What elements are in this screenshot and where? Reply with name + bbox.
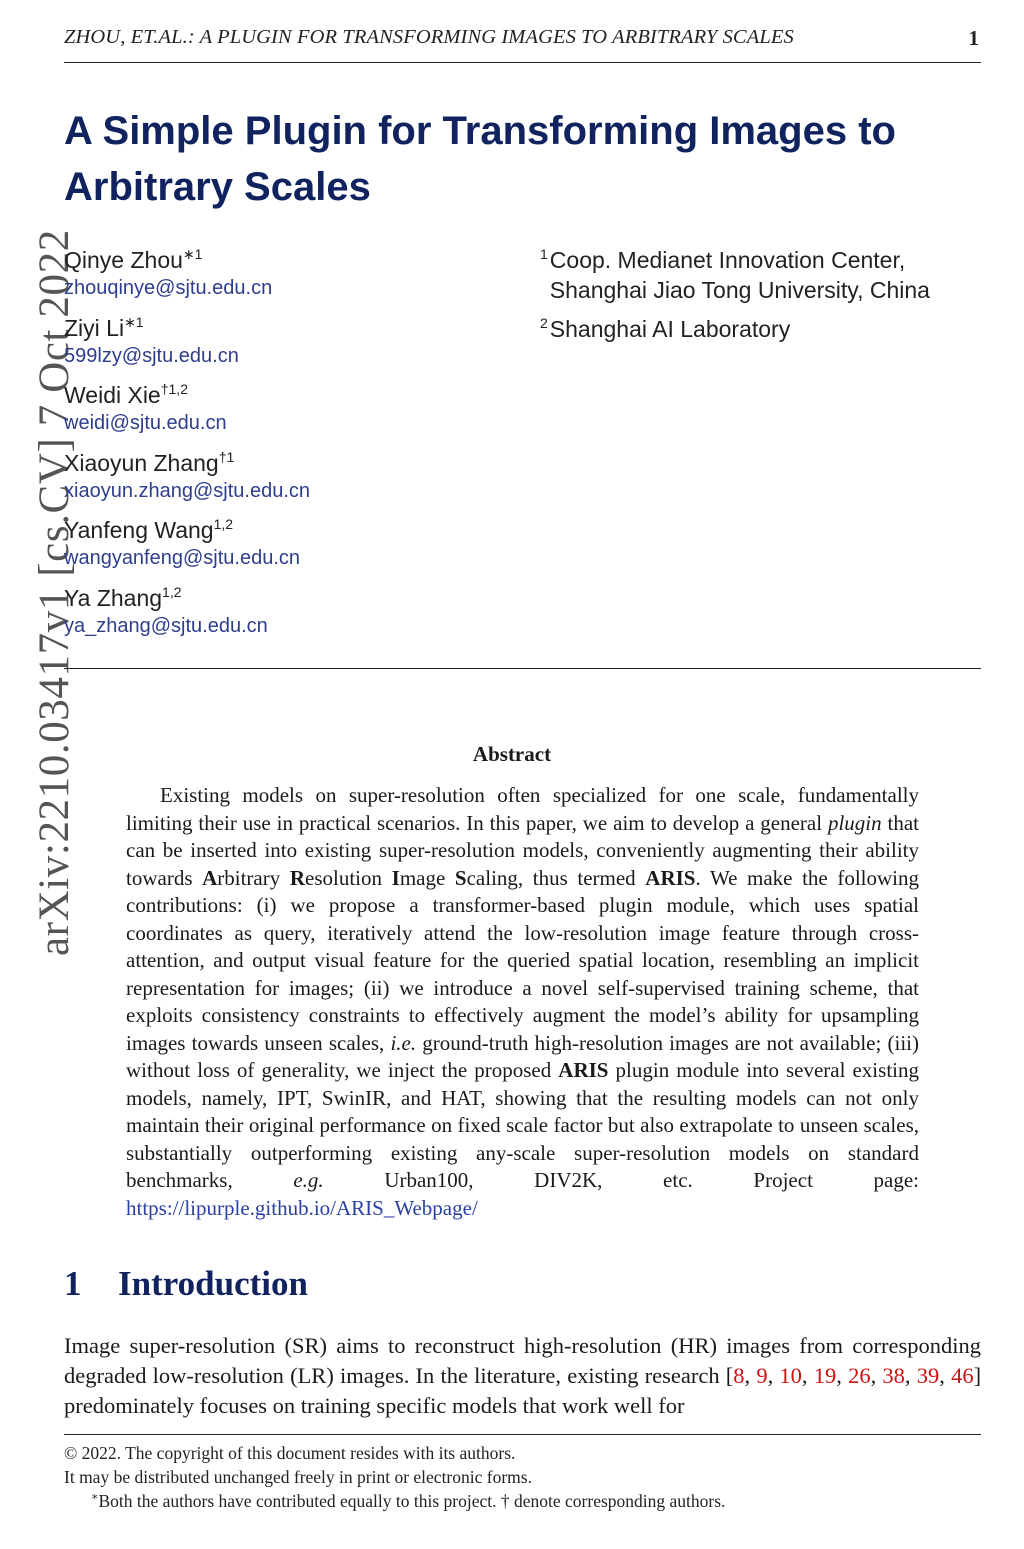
emphasis-plugin: plugin [827,810,882,835]
citation-link[interactable]: 26 [848,1363,871,1388]
page-number: 1 [968,26,979,50]
running-head-title: ZHOU, ET.AL.: A PLUGIN FOR TRANSFORMING IMAGES TO ARBITRARY SCALES [64,26,794,48]
section-number: 1 [64,1264,82,1303]
author-email[interactable]: wangyanfeng@sjtu.edu.cn [64,547,301,570]
citation-link[interactable]: 46 [951,1363,974,1388]
paper-title: A Simple Plugin for Transforming Images to Arbitrary Scales [64,109,896,209]
affiliation-mark: 2 [540,315,548,331]
author-entry [64,380,227,436]
affiliation-mark: 1 [540,246,548,262]
citation-link[interactable]: 9 [756,1363,768,1388]
affiliation-line: Coop. Medianet Innovation Center, [549,247,906,273]
author-entry [64,583,268,639]
author-name: Yanfeng Wang$^{1,2}$ [64,516,234,544]
abstract-text: Existing models on super-resolution often specialized for one scale, fundamentally limiting their use in practical scenarios. In this paper, we aim to develop a general plugin that can be inserted into existing super-resolution models, conveniently augmenting their ability towards Arbitrary Resolution Image Scaling, thus termed ARIS. We make the following contributions: (i) we propose a transformer-based plugin module, which uses spatial coordinates as query, iteratively attend the low-resolution image feature through cross-attention, and output visual feature for the queried spatial location, resembling an implicit representation for images; (ii) we introduce a novel self-supervised training scheme, that exploits consistency constraints to effectively augment the model’s ability for upsampling images towards unseen scales, i.e. ground-truth high-resolution images are not available; (iii) without loss of generality, we inject the proposed ARIS plugin module into several existing models, namely, IPT, SwinIR, and HAT, showing that the resulting models can not only maintain their original performance on fixed scale factor but also extrapolate to unseen scales, substantially outperforming existing any-scale super-resolution models on standard benchmarks, e.g. Urban100, DIV2K, etc. Project page: https://lipurple.github.io/ARIS_Webpage/ [126,783,920,1220]
section-title: Introduction [118,1264,308,1303]
citation-link[interactable]: 19 [813,1363,837,1388]
author-affiliation-marks: ∗1 [182,246,203,262]
affiliation-line: Shanghai AI Laboratory [549,316,791,342]
citation-link[interactable]: 8 [733,1363,745,1388]
author-affiliation-marks: †1 [218,448,235,465]
running-head [64,26,981,63]
author-entry [64,245,272,301]
author-affiliation-marks: 1,2 [213,516,234,533]
author-entry [64,448,310,504]
author-affiliation-marks: †1,2 [160,381,188,398]
header-divider [64,668,981,669]
author-name: Xiaoyun Zhang$^{\dagger 1}$ [64,448,235,476]
author-email[interactable]: xiaoyun.zhang@sjtu.edu.cn [64,479,311,502]
author-name: Weidi Xie$^{\dagger 1,2}$ [64,381,188,409]
author-email[interactable]: ya_zhang@sjtu.edu.cn [64,615,268,637]
affiliation-entry [540,245,930,305]
author-name: Ya Zhang$^{1,2}$ [64,584,182,611]
citation-link[interactable]: 10 [779,1363,802,1388]
author-email[interactable]: weidi@sjtu.edu.cn [64,412,227,435]
author-email[interactable]: 599lzy@sjtu.edu.cn [64,344,239,367]
citation-link[interactable]: 39 [916,1363,940,1388]
introduction-text: Image super-resolution (SR) aims to reconstruct high-resolution (HR) images from corresponding degraded low-resolution (LR) images. In the literature, existing research [8, 9, 10, 19, 26, 38, 39, 46] predominately focuses on training specific models that work well for [64,1333,982,1418]
citation-link[interactable]: 38 [882,1363,905,1388]
footnote-divider [64,1434,981,1435]
equal-contribution-note: ∗Both the authors have contributed equally to this project. † denote corresponding authors. [91,1491,726,1511]
author-affiliation-marks: ∗1 [124,313,144,330]
footnotes [64,1441,981,1513]
author-email[interactable]: zhouqinye@sjtu.edu.cn [64,277,273,299]
affiliation-line: Shanghai Jiao Tong University, China [549,277,930,303]
aris-acronym: ARIS [645,865,696,890]
affiliation-entry [540,314,790,344]
section-heading-introduction [64,1264,308,1304]
abstract-heading: Abstract [472,742,552,766]
aris-acronym: ARIS [558,1058,609,1082]
footnote-mark: ∗ [91,1491,99,1503]
distribution-notice: It may be distributed unchanged freely in print or electronic forms. [64,1467,532,1487]
author-name: Ziyi $Li^{∗1}$ [64,313,144,341]
author-entry [64,313,239,369]
arxiv-identifier-stamp: arXiv:2210.03417v1 [cs.CV] 7 Oct 2022 [31,229,78,956]
project-page-link[interactable]: https://lipurple.github.io/ARIS_Webpage/ [126,1195,478,1220]
author-entry [64,515,300,571]
copyright-notice: © 2022. The copyright of this document resides with its authors. [64,1443,516,1463]
author-affiliation-marks: 1,2 [162,584,182,600]
author-name: Qinye Zhou$^{∗1}$ [64,246,203,273]
